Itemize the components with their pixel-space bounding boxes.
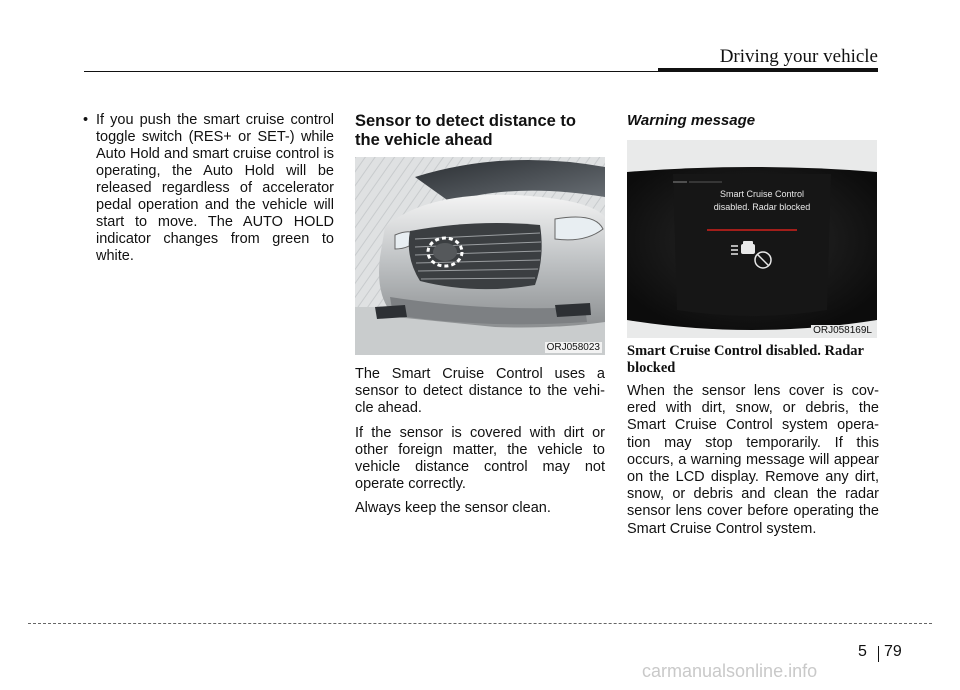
header-rule-thin	[84, 71, 658, 72]
column-right-text	[627, 343, 879, 545]
bullet-text: If you push the smart cruise control toggle switch (RES+ or SET-) while Auto Hold and smart cruise control is operating, the Auto Hold will be released regardless of accelerator pedal operation and the vehicle will start to move. The AUTO HOLD indicator changes from green to white.	[96, 112, 334, 264]
footer-divider	[878, 646, 879, 662]
bullet-marker: •	[83, 112, 89, 128]
lcd-message-line1: Smart Cruise Control	[719, 189, 805, 199]
figure-lcd-display	[627, 140, 877, 338]
page-number: 79	[884, 643, 902, 660]
column-middle-text	[355, 366, 605, 525]
column-left	[83, 112, 334, 265]
column-right	[627, 112, 879, 130]
watermark: carmanualsonline.info	[642, 661, 818, 681]
lcd-illustration	[627, 140, 877, 338]
subheading: Smart Cruise Control disabled. Radar blocked	[627, 343, 864, 376]
paragraph: Always keep the sensor clean.	[355, 500, 551, 517]
figure-caption-lcd: ORJ058169L	[813, 325, 872, 336]
figure-car-front	[355, 157, 605, 355]
car-illustration	[355, 157, 605, 355]
section-heading	[355, 112, 605, 150]
lcd-message-line2: disabled. Radar blocked	[713, 202, 811, 212]
figure-caption-car: ORJ058023	[546, 342, 600, 353]
bullet-item	[83, 112, 334, 265]
warning-heading: Warning message	[627, 112, 756, 129]
section-number: 5	[858, 643, 867, 660]
paragraph: If the sensor is covered with dirt or other foreign matter, the vehicle to vehicle distance control may not operate correctly.	[355, 424, 605, 493]
page-header-title: Driving your vehicle	[719, 46, 878, 67]
paragraph: When the sensor lens cover is cov- ered with dirt, snow, or debris, the Smart Cruise Control system opera- tion may stop temporarily. If this occurs, a warning message will appear on the LCD display. Remove any dirt, snow, or debris and clean the radar sensor lens cover before operating the Smart Cruise Control system.	[627, 383, 879, 537]
footer-rule	[28, 623, 932, 624]
header-rule-thick	[658, 68, 878, 72]
lcd-message	[682, 188, 842, 214]
section-heading-line1: Sensor to detect distance to	[355, 112, 576, 130]
column-middle	[355, 112, 605, 158]
paragraph: The Smart Cruise Control uses a sensor to detect distance to the vehi- cle ahead.	[355, 366, 605, 417]
section-heading-line2: the vehicle ahead	[355, 131, 493, 149]
